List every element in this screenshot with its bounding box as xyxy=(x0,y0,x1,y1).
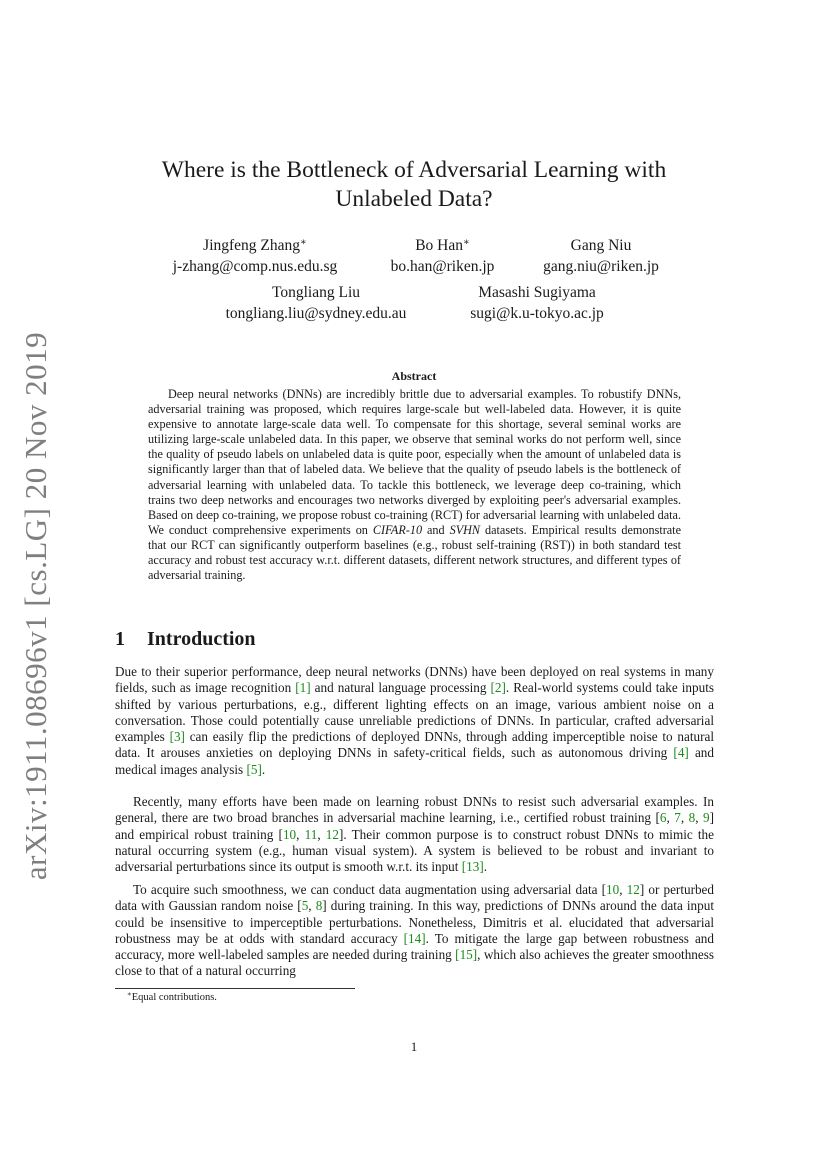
paper-title xyxy=(100,156,728,214)
footnote xyxy=(127,991,217,1004)
author-block xyxy=(452,282,622,324)
title-line-2: Unlabeled Data? xyxy=(335,186,493,212)
body-paragraph: To acquire such smoothness, we can conduct data augmentation using adversarial data [10, 12] or perturbed data with Gaussian random noise [5, 8] during training. In this way, predictions of DNNs around the data input could be insensitive to imperceptible perturbations. Nonetheless, Dimitris et al. elucidated that adversarial robustness may be at odds with standard accuracy [14]. To mitigate the large gap between robustness and accuracy, more well-labeled samples are needed during training [15], which also achieves the greater smoothness close to that of a natural occurring xyxy=(115,882,715,979)
citation-link[interactable]: [1] xyxy=(295,680,311,696)
footnote-divider xyxy=(115,988,355,989)
citation-link[interactable]: 12 xyxy=(325,826,339,842)
abstract-heading: Abstract xyxy=(391,369,437,383)
author-name: Bo Han xyxy=(415,237,463,254)
author-name: Gang Niu xyxy=(570,237,632,254)
citation-link[interactable]: 11 xyxy=(304,826,318,842)
author-name: Masashi Sugiyama xyxy=(478,284,596,301)
section-title: Introduction xyxy=(147,628,256,650)
citation-link[interactable]: 6 xyxy=(659,810,667,826)
author-name-line xyxy=(370,235,515,256)
citation-link[interactable]: 10 xyxy=(282,826,297,842)
author-email[interactable]: tongliang.liu@sydney.edu.au xyxy=(225,305,407,322)
author-name: Jingfeng Zhang xyxy=(203,237,301,254)
dataset-name: SVHN xyxy=(449,522,481,537)
section-heading xyxy=(115,628,256,651)
dataset-name: CIFAR-10 xyxy=(372,522,423,537)
author-email[interactable]: gang.niu@riken.jp xyxy=(543,258,659,275)
author-email[interactable]: j-zhang@comp.nus.edu.sg xyxy=(172,258,338,275)
author-email[interactable]: sugi@k.u-tokyo.ac.jp xyxy=(470,305,604,322)
section-number: 1 xyxy=(115,628,125,650)
title-line-1: Where is the Bottleneck of Adversarial Learning with xyxy=(161,157,667,183)
citation-link[interactable]: 8 xyxy=(688,810,696,826)
footnote-mark: ∗ xyxy=(127,990,132,998)
citation-link[interactable]: [2] xyxy=(490,680,506,696)
citation-link[interactable]: 5 xyxy=(301,898,309,914)
body-paragraph: Recently, many efforts have been made on learning robust DNNs to resist such adversarial examples. In general, there are two broad branches in adversarial machine learning, i.e., certified robust training [6, 7, 8, 9] and empirical robust training [10, 11, 12]. Their common purpose is to construct robust DNNs to mimic the natural occurring system (e.g., human visual system). A system is believed to be robust and invariant to adversarial perturbations since its output is smooth w.r.t. its input [13]. xyxy=(115,794,715,875)
citation-link[interactable]: 9 xyxy=(703,810,710,826)
citation-link[interactable]: 8 xyxy=(315,898,323,914)
author-name-line xyxy=(155,235,355,256)
citation-link[interactable]: [3] xyxy=(169,729,185,745)
abstract-text: Deep neural networks (DNNs) are incredibly brittle due to adversarial examples. To robustify DNNs, adversarial training was proposed, which requires large-scale but well-labeled data. However, it is quite expensive to annotate large-scale data well. To compensate for this shortage, several seminal works are utilizing large-scale unlabeled data. In this paper, we observe that seminal works do not perform well, since the quality of pseudo labels on unlabeled data is quite poor, especially when the amount of unlabeled data is significantly larger than that of labeled data. We believe that the quality of pseudo labels is the bottleneck of adversarial learning with unlabeled data. To tackle this bottleneck, we leverage deep co-training, which trains two deep networks and encourages two networks diverged by exploiting peer's adversarial examples. Based on deep co-training, we propose robust co-training (RCT) for adversarial learning with unlabeled data. We conduct comprehensive experiments on CIFAR-10 and SVHN datasets. Empirical results demonstrate that our RCT can significantly outperform baselines (e.g., robust self-training (RST)) in both standard test accuracy and robust test accuracy w.r.t. different datasets, different network structures, and different types of adversarial training. xyxy=(148,387,681,583)
citation-link[interactable]: [5] xyxy=(246,761,262,777)
author-name: Tongliang Liu xyxy=(271,284,361,301)
author-block xyxy=(370,235,515,277)
citation-link[interactable]: [4] xyxy=(673,745,689,761)
arxiv-stamp-text: arXiv:1911.08696v1 [cs.LG] 20 Nov 2019 xyxy=(18,331,53,881)
page-number: 1 xyxy=(410,1039,418,1054)
citation-link[interactable]: [14] xyxy=(403,930,426,946)
citation-link[interactable]: 10 xyxy=(606,882,620,897)
citation-link[interactable]: 7 xyxy=(674,810,681,826)
author-email[interactable]: bo.han@riken.jp xyxy=(390,258,495,275)
author-block xyxy=(155,235,355,277)
citation-link[interactable]: [15] xyxy=(455,947,478,963)
equal-contribution-mark: ∗ xyxy=(300,237,307,248)
body-paragraph: Due to their superior performance, deep neural networks (DNNs) have been deployed on real systems in many fields, such as image recognition [1] and natural language processing [2]. Real-world systems could take inputs shifted by various perturbations, e.g., different lighting effects on an image, various ambient noise on a conversation. Those could potentially cause unreliable predictions of DNNs. In particular, crafted adversarial examples [3] can easily flip the predictions of deployed DNNs, through adding imperceptible noise to natural data. It arouses anxieties on deploying DNNs in safety-critical fields, such as autonomous driving [4] and medical images analysis [5]. xyxy=(115,664,715,777)
citation-link[interactable]: [13] xyxy=(461,859,484,875)
author-block xyxy=(206,282,426,324)
author-block xyxy=(530,235,672,277)
citation-link[interactable]: 12 xyxy=(626,882,640,897)
equal-contribution-mark: ∗ xyxy=(463,237,470,248)
footnote-text: Equal contributions. xyxy=(131,992,217,1003)
